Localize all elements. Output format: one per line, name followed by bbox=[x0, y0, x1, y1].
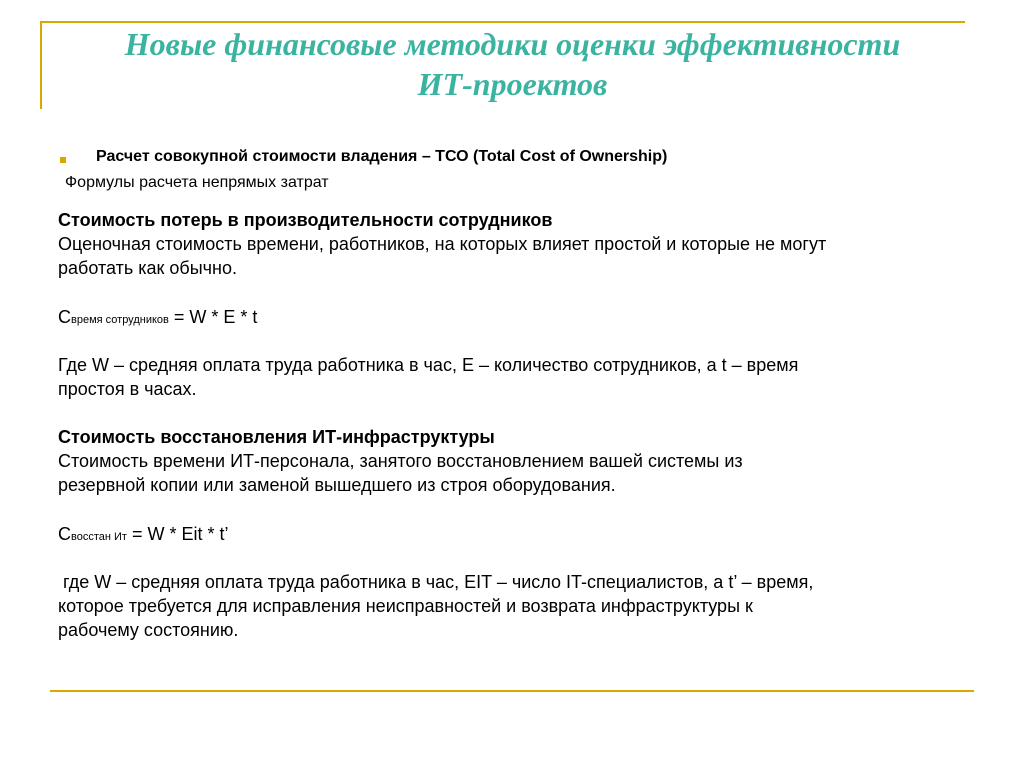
section1-desc-line2: работать как обычно. bbox=[58, 258, 237, 278]
section2-where-line2: которое требуется для исправления неисправностей и возврата инфраструктуры к bbox=[58, 596, 753, 616]
section2-formula bbox=[58, 522, 938, 549]
section1-desc-line1: Оценочная стоимость времени, работников, на которых влияет простой и которые не могут bbox=[58, 234, 827, 254]
subheading: Формулы расчета непрямых затрат bbox=[65, 174, 329, 191]
slide-title-line1: Новые финансовые методики оценки эффективности bbox=[124, 26, 901, 62]
section1-formula bbox=[58, 305, 938, 332]
section2-formula-c: С bbox=[58, 524, 71, 544]
section2-formula-subscript: восстан Ит bbox=[71, 531, 127, 543]
section1-formula-c: С bbox=[58, 307, 71, 327]
section1-where-line1: Где W – средняя оплата труда работника в час, E – количество сотрудников, а t – время bbox=[58, 355, 799, 375]
top-decorative-rule bbox=[40, 21, 965, 23]
bottom-decorative-rule bbox=[50, 690, 974, 692]
left-decorative-rule bbox=[40, 21, 42, 109]
section1-formula-rest: = W * E * t bbox=[168, 307, 258, 327]
section2-desc-line1: Стоимость времени ИТ-персонала, занятого восстановлением вашей системы из bbox=[58, 451, 743, 471]
bullet-icon bbox=[60, 157, 66, 163]
slide-title-line2: ИТ-проектов bbox=[417, 66, 608, 102]
section2-where-line3: рабочему состоянию. bbox=[58, 620, 239, 640]
section2-where-line1: где W – средняя оплата труда работника в час, EIT – число IT-специалистов, а t’ – время, bbox=[58, 572, 814, 592]
bullet-text: Расчет совокупной стоимости владения – ТСО (Total Cost of Ownership) bbox=[96, 148, 668, 165]
section1-formula-subscript: время сотрудников bbox=[71, 314, 169, 326]
section2-desc-line2: резервной копии или заменой вышедшего из строя оборудования. bbox=[58, 475, 616, 495]
slide-title bbox=[60, 24, 965, 104]
section2-formula-rest: = W * Eit * t’ bbox=[126, 524, 229, 544]
section1-where-line2: простоя в часах. bbox=[58, 379, 197, 399]
section1-heading: Стоимость потерь в производительности сотрудников bbox=[58, 210, 553, 230]
section2-heading: Стоимость восстановления ИТ-инфраструктуры bbox=[58, 427, 495, 447]
